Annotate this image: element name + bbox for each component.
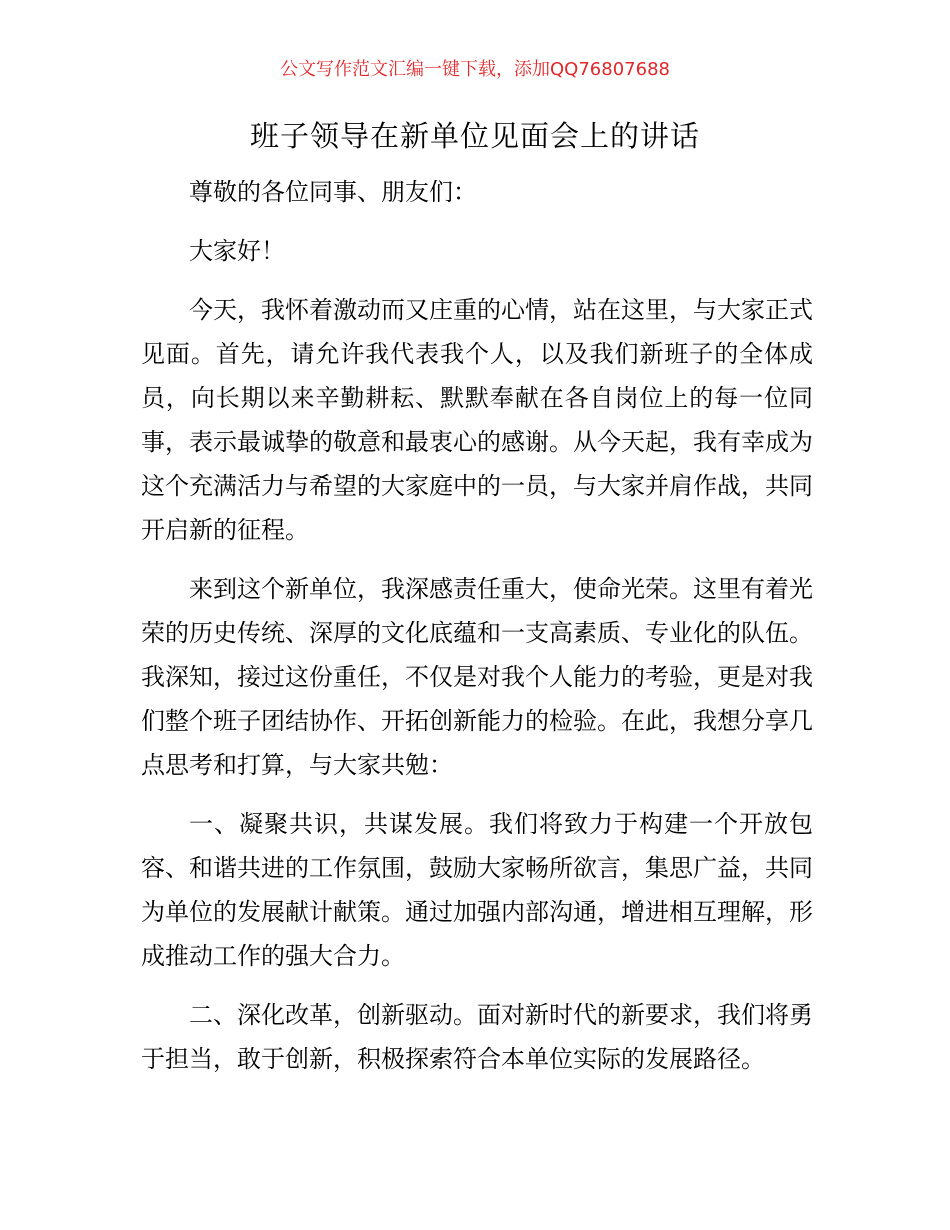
paragraph-point-two: 二、深化改革，创新驱动。面对新时代的新要求，我们将勇于担当，敢于创新，积极探索符合本单位实际的发展路径。: [141, 1001, 813, 1073]
speech-body: [141, 170, 813, 1096]
page-title: 班子领导在新单位见面会上的讲话: [249, 119, 700, 153]
download-watermark: 公文写作范文汇编一键下载，添加QQ76807688: [280, 59, 670, 80]
salutation: 尊敬的各位同事、朋友们：: [189, 178, 477, 206]
greeting: 大家好！: [189, 237, 285, 265]
paragraph-point-one: 一、凝聚共识，共谋发展。我们将致力于构建一个开放包容、和谐共进的工作氛围，鼓励大家畅所欲言，集思广益，共同为单位的发展献计献策。通过加强内部沟通，增进相互理解，形成推动工作的强大合力。: [141, 810, 813, 970]
paragraph-opening: 今天，我怀着激动而又庄重的心情，站在这里，与大家正式见面。首先，请允许我代表我个人，以及我们新班子的全体成员，向长期以来辛勤耕耘、默默奉献在各自岗位上的每一位同事，表示最诚挚的敬意和最衷心的感谢。从今天起，我有幸成为这个充满活力与希望的大家庭中的一员，与大家并肩作战，共同开启新的征程。: [141, 296, 813, 544]
paragraph-responsibility: 来到这个新单位，我深感责任重大，使命光荣。这里有着光荣的历史传统、深厚的文化底蕴和一支高素质、专业化的队伍。我深知，接过这份重任，不仅是对我个人能力的考验，更是对我们整个班子团结协作、开拓创新能力的检验。在此，我想分享几点思考和打算，与大家共勉：: [141, 575, 813, 779]
